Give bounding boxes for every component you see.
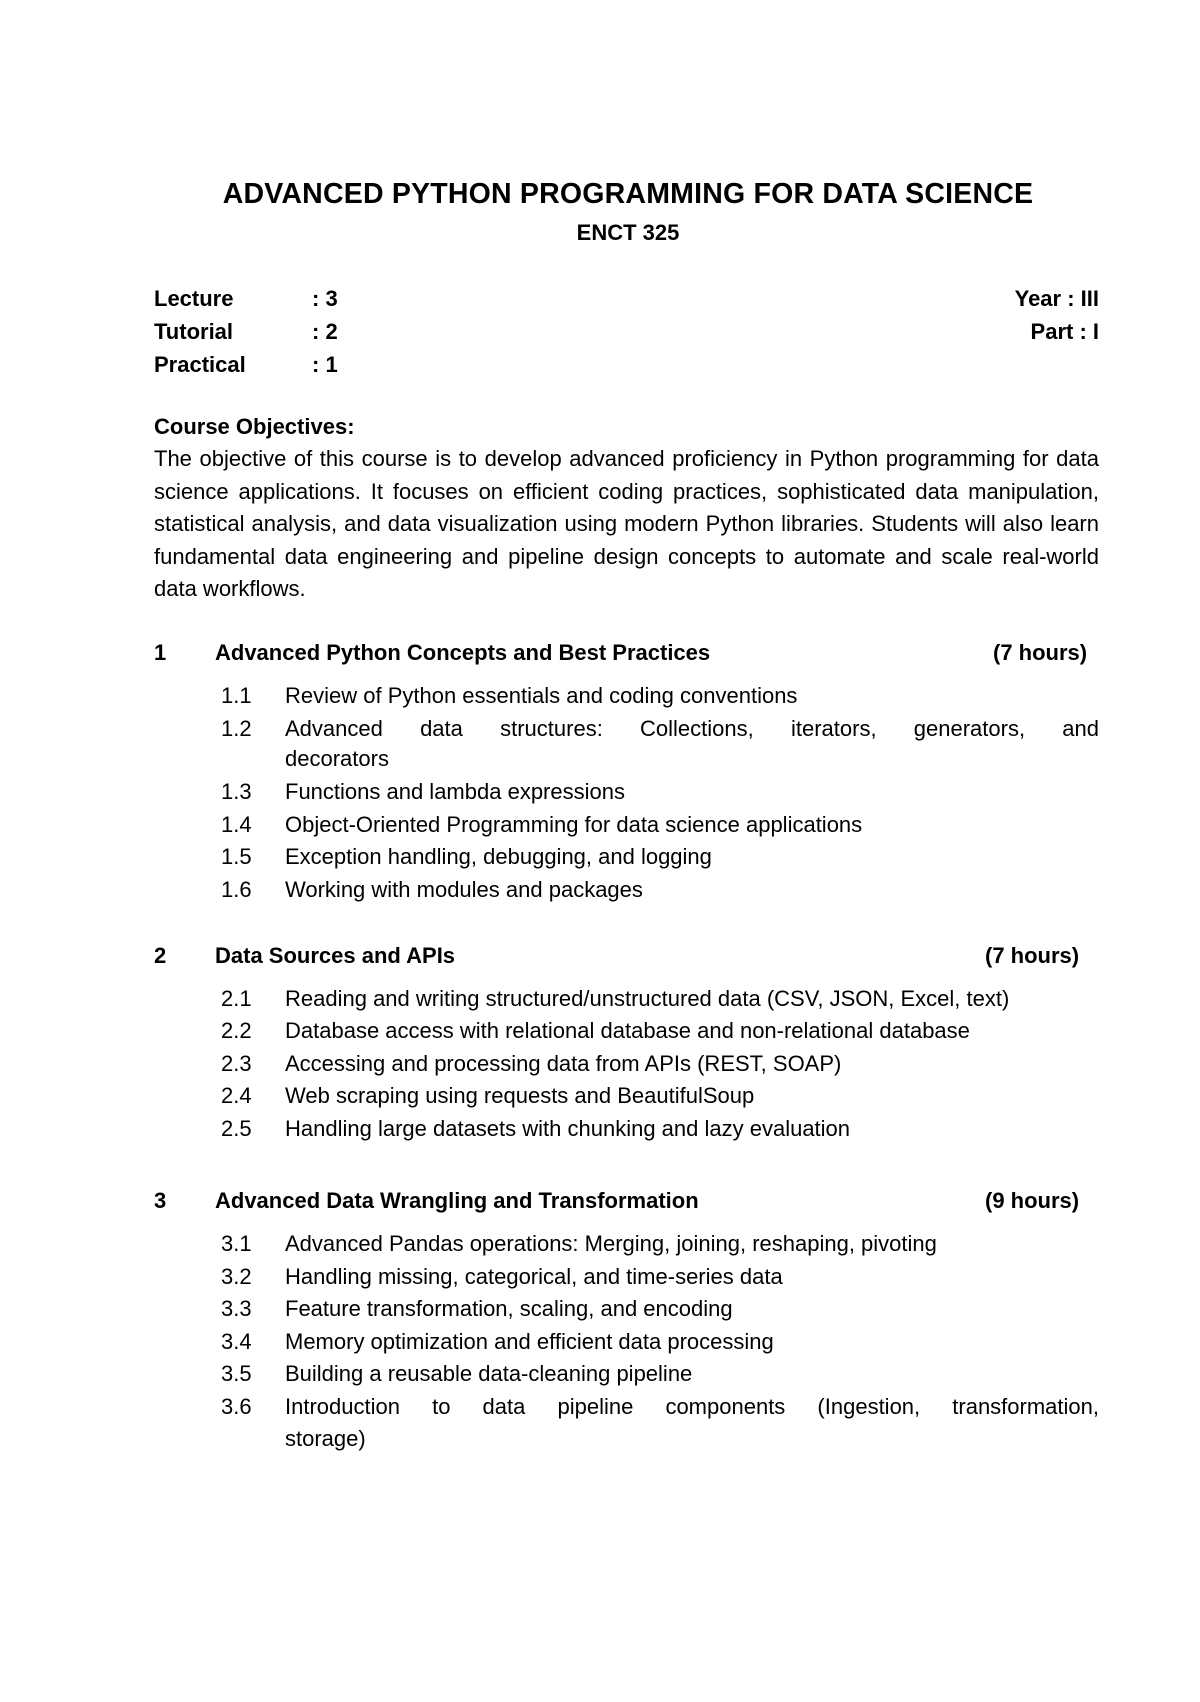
- year-text: Year : III: [1014, 286, 1099, 311]
- lecture-value: : 3: [312, 286, 338, 311]
- tutorial-label: Tutorial: [154, 319, 234, 344]
- section-hours: (9 hours): [985, 1188, 1080, 1213]
- section-1-header: [154, 637, 1099, 669]
- part-text: Part : I: [1030, 319, 1099, 344]
- tutorial-value: : 2: [312, 319, 338, 344]
- objectives-text: The objective of this course is to develop advanced proficiency in Python programming for data science applications. It focuses on efficient coding practices, sophisticated data manipulation, statistical analysis, and data visualization using modern Python libraries. Students will also learn fundamental data engineering and pipeline design concepts to automate and scale real-world data workflows.: [154, 446, 1099, 601]
- section-hours: (7 hours): [985, 943, 1080, 968]
- lecture-label: Lecture: [154, 286, 234, 311]
- section-3-header: [154, 1185, 1099, 1217]
- practical-row: [154, 349, 338, 381]
- section-number: 3: [154, 1188, 167, 1213]
- course-title: ADVANCED PYTHON PROGRAMMING FOR DATA SCIENCE: [222, 178, 1034, 210]
- section-title: Advanced Data Wrangling and Transformation: [215, 1188, 699, 1213]
- section-hours: (7 hours): [993, 640, 1088, 665]
- section-number: 2: [154, 943, 167, 968]
- section-title: Advanced Python Concepts and Best Practices: [215, 640, 711, 665]
- lecture-row: [154, 283, 338, 315]
- practical-label: Practical: [154, 352, 246, 377]
- course-code: ENCT 325: [576, 220, 680, 245]
- objectives-heading: Course Objectives:: [154, 414, 355, 439]
- syllabus-page: ADVANCED PYTHON PROGRAMMING FOR DATA SCIENCE ENCT 325 Lecture : 3 Tutorial : 2 Practical : 1 Year : III Part : I Course Objectives: The objective of this course is to develop advanced proficiency in Python programming for data science applications. It focuses on efficient coding practices, sophisticated data manipulation, statistical analysis, and data visualization using modern Python libraries. Students will also learn fundamental data engineering and pipeline design concepts to automate and scale real-world data workflows. 1 Advanced Python Concepts and Best Practices (7 hours) 1.1 Review of Python essentials and coding conventions 1.2 Advanced data structures: Collections, iterators, generators, and decorators 1.3 Functions and lambda expressions 1.4 Object-Oriented Programming for data science applications 1.5 Exception handling, debugging, and logging 1.6 Working with modules and packages 2 Data Sources and APIs (7 hours) 2.1 Reading and writing structured/unstructured data (CSV, JSON, Excel, text) 2.2 Database access with relational database and non-relational database 2.3 Accessing and processing data from APIs (REST, SOAP) 2.4 Web scraping using requests and BeautifulSoup 2.5 Handling large datasets with chunking and lazy evaluation 3 Advanced Data Wrangling and Transformation (9 hours) 3.1 Advanced Pandas operations: Merging, joining, reshaping, pivoting 3.2 Handling missing, categorical, and time-series data 3.3 Feature transformation, scaling, and encoding 3.4 Memory optimization and efficient data processing 3.5 Building a reusable data-cleaning pipeline 3.6 Introduction to data pipeline components (Ingestion, transformation, storage): [0, 0, 1200, 1702]
- section-2-header: [154, 940, 1099, 972]
- practical-value: : 1: [312, 352, 338, 377]
- tutorial-row: [154, 316, 338, 348]
- section-title: Data Sources and APIs: [215, 943, 456, 968]
- section-number: 1: [154, 640, 167, 665]
